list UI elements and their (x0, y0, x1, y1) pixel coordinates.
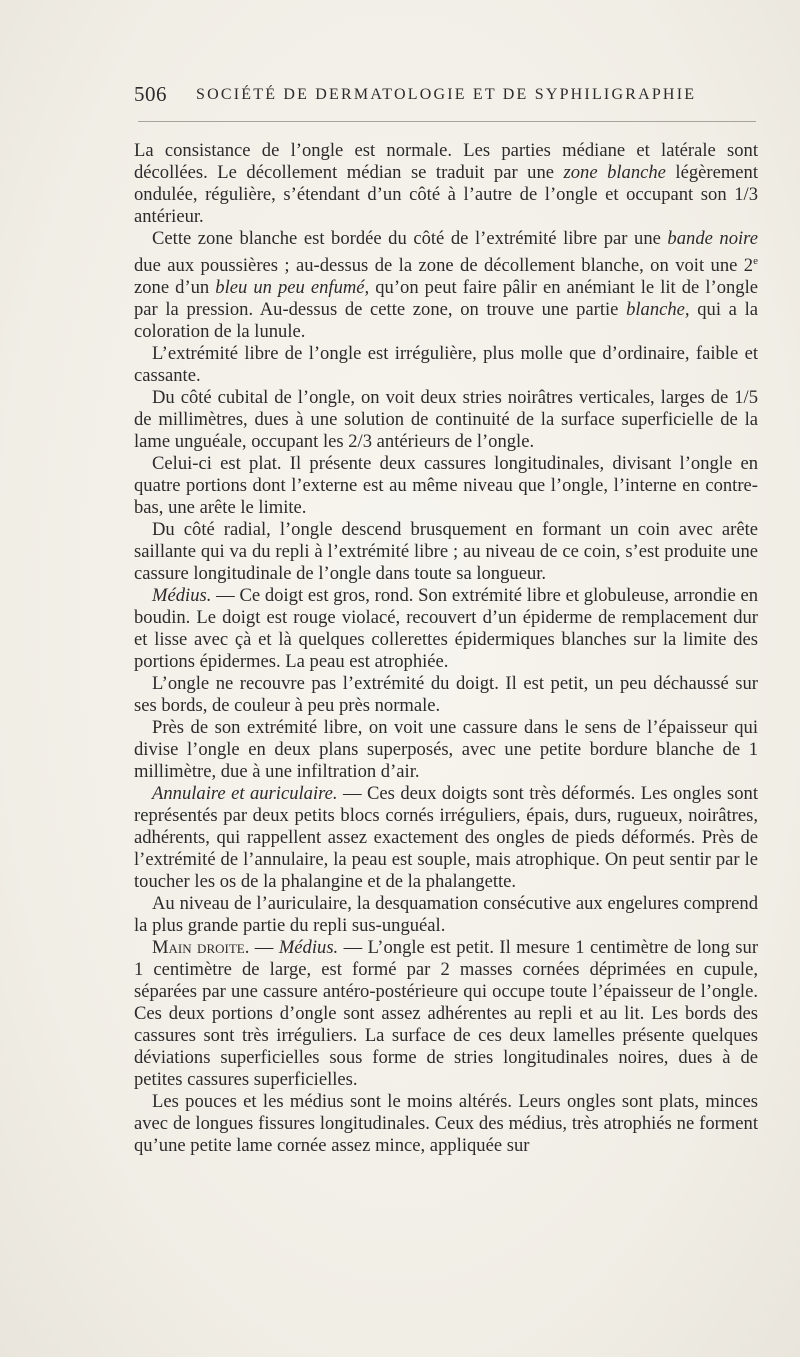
paragraph-text: — L’ongle est petit. Il mesure 1 centimètre de long sur 1 centimètre de large, est formé par 2 masses cornées déprimées en cupule, séparées par une cassure antéro-postérieure qui occupe toute l’épaisseur de l’ongle. Ces deux portions d’ongle sont assez adhérentes au repli et au lit. Les bords des cassures sont très irréguliers. La surface de ces deux lamelles présente quelques déviations superficielles sous forme de stries longitudinales noires, dues à de petites cassures superficielles. (134, 937, 759, 1091)
section-lead: Médius. (152, 585, 212, 607)
paragraph-extremite: L’extrémité libre de l’ongle est irrégulière, plus molle que d’ordinaire, faible et cassante. (134, 343, 758, 387)
italic-term: bande noire (667, 228, 758, 249)
paragraph-cote-cubital: Du côté cubital de l’ongle, on voit deux stries noirâtres verticales, larges de 1/5 de millimètres, dues à une solution de continuité de la surface superficielle de la lame unguéale, occupant les 2/3 antérieurs de l’ongle. (134, 387, 758, 453)
section-heading: Main droite. (152, 937, 250, 959)
paragraph-pouces: Les pouces et les médius sont le moins altérés. Leurs ongles sont plats, minces avec de longues fissures longitudinales. Ceux des médius, très atrophiés ne forment qu’une petite lame cornée assez mince, appliquée sur (134, 1091, 758, 1157)
italic-term: blanche, (626, 299, 690, 321)
paragraph-text: qu’on peut faire pâlir en anémiant le lit de l’ongle par la pression. Au-dessus de cette zone, on trouve une partie (134, 277, 759, 321)
paragraph-celui-ci: Celui-ci est plat. Il présente deux cassures longitudinales, divisant l’ongle en quatre portions dont l’externe est au même niveau que l’ongle, l’interne en contre-bas, une arête le limite. (134, 453, 758, 519)
italic-term: zone blanche (563, 162, 666, 183)
superscript: e (753, 255, 758, 267)
paragraph-medius (134, 585, 758, 673)
paragraph-consistance (134, 140, 758, 228)
paragraph-auriculaire: Au niveau de l’auriculaire, la desquamation consécutive aux engelures comprend la plus grande partie du repli sus-unguéal. (134, 893, 758, 937)
paragraph-pres-extremite: Près de son extrémité libre, on voit une cassure dans le sens de l’épaisseur qui divise l’ongle en deux plans superposés, avec une petite bordure blanche de 1 millimètre, due à une infiltration d’air. (134, 717, 758, 783)
separator: — (249, 937, 279, 959)
section-lead: Médius. (278, 937, 339, 959)
paragraph-text: légèrement ondulée, régulière, s’étendant d’un côté à l’autre de l’ongle et occupant son 1/3 antérieur. (134, 162, 759, 227)
paragraph-ongle-recouvre: L’ongle ne recouvre pas l’extrémité du doigt. Il est petit, un peu déchaussé sur ses bords, de couleur à peu près normale. (134, 673, 758, 717)
section-lead: Annulaire et auriculaire. (152, 783, 338, 805)
paragraph-text: — Ce doigt est gros, rond. Son extrémité libre et globuleuse, arrondie en boudin. Le doigt est rouge violacé, recouvert d’un épiderme de remplacement dur et lisse avec çà et là quelques collerettes épidermiques blanches sur la limite des portions épidermes. La peau est atrophiée. (134, 585, 758, 673)
running-title: SOCIÉTÉ DE DERMATOLOGIE ET DE SYPHILIGRAPHIE (196, 86, 697, 103)
paragraph-annulaire (134, 783, 758, 893)
paragraph-text: due aux poussières ; au-dessus de la zone de décollement blanche, on voit une 2 (134, 255, 754, 277)
paragraph-text: La consistance de l’ongle est normale. Les parties médiane et latérale sont décollées. Le décollement médian se traduit par une (134, 140, 758, 183)
paragraph-zone-blanche (134, 228, 758, 343)
body-text (134, 140, 758, 1157)
header-rule (138, 121, 756, 122)
paragraph-text: zone d’un (134, 277, 216, 299)
paragraph-text: Cette zone blanche est bordée du côté de l’extrémité libre par une (152, 228, 668, 249)
paragraph-text: qui a la coloration de la lunule. (134, 299, 758, 343)
paragraph-text: — Ces deux doigts sont très déformés. Les ongles sont représentés par deux petits blocs cornés irréguliers, épais, durs, rugueux, noirâtres, adhérents, qui rappellent assez exactement des ongles de pieds déformés. Près de l’extrémité de l’annulaire, la peau est souple, mais atrophique. On peut sentir par le toucher les os de la phalangine et de la phalangette. (134, 783, 758, 893)
page-number: 506 (134, 82, 167, 106)
italic-term: bleu un peu enfumé, (215, 277, 370, 299)
paragraph-cote-radial: Du côté radial, l’ongle descend brusquement en formant un coin avec arête saillante qui va du repli à l’extrémité libre ; au niveau de ce coin, s’est produite une cassure longitudinale de l’ongle dans toute sa longueur. (134, 519, 758, 585)
page-header (134, 82, 758, 112)
paragraph-main-droite (134, 937, 758, 1091)
